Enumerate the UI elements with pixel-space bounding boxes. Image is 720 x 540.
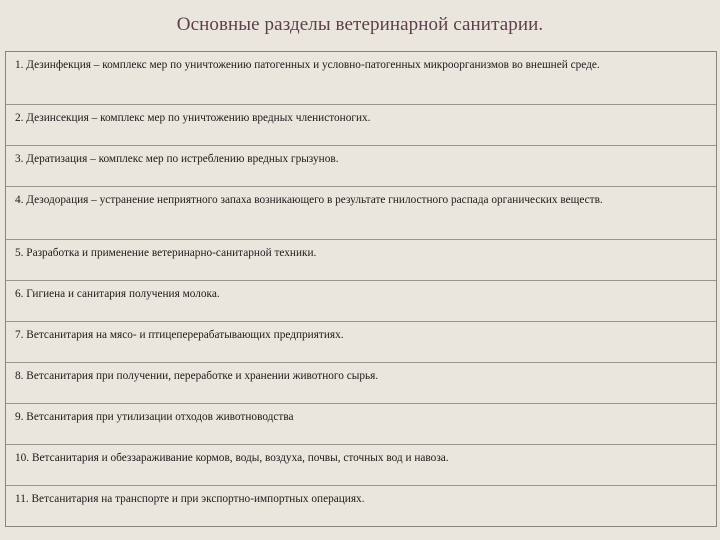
table-row-1: 1. Дезинфекция – комплекс мер по уничтожению патогенных и условно-патогенных микроорганизмов во внешней среде. bbox=[6, 52, 716, 105]
table-row-8: 8. Ветсанитария при получении, переработке и хранении животного сырья. bbox=[6, 363, 716, 404]
table-row-2: 2. Дезинсекция – комплекс мер по уничтожению вредных членистоногих. bbox=[6, 105, 716, 146]
table-row-11: 11. Ветсанитария на транспорте и при экспортно-импортных операциях. bbox=[15, 492, 365, 505]
table-row-7: 7. Ветсанитария на мясо- и птицеперерабатывающих предприятиях. bbox=[6, 322, 716, 363]
table-row-3: 3. Дератизация – комплекс мер по истреблению вредных грызунов. bbox=[6, 146, 716, 187]
slide-title: Основные разделы ветеринарной санитарии. bbox=[176, 14, 544, 35]
table-row-9: 9. Ветсанитария при утилизации отходов животноводства bbox=[6, 404, 716, 445]
table-row-10: 10. Ветсанитария и обеззараживание кормов, воды, воздуха, почвы, сточных вод и навоза. bbox=[6, 445, 716, 486]
table-row-5: 5. Разработка и применение ветеринарно-санитарной техники. bbox=[6, 240, 716, 281]
table-row-6: 6. Гигиена и санитария получения молока. bbox=[6, 281, 716, 322]
table-row-4: 4. Дезодорация – устранение неприятного запаха возникающего в результате гнилостного распада органических веществ. bbox=[6, 187, 716, 240]
sections-table bbox=[5, 51, 717, 527]
